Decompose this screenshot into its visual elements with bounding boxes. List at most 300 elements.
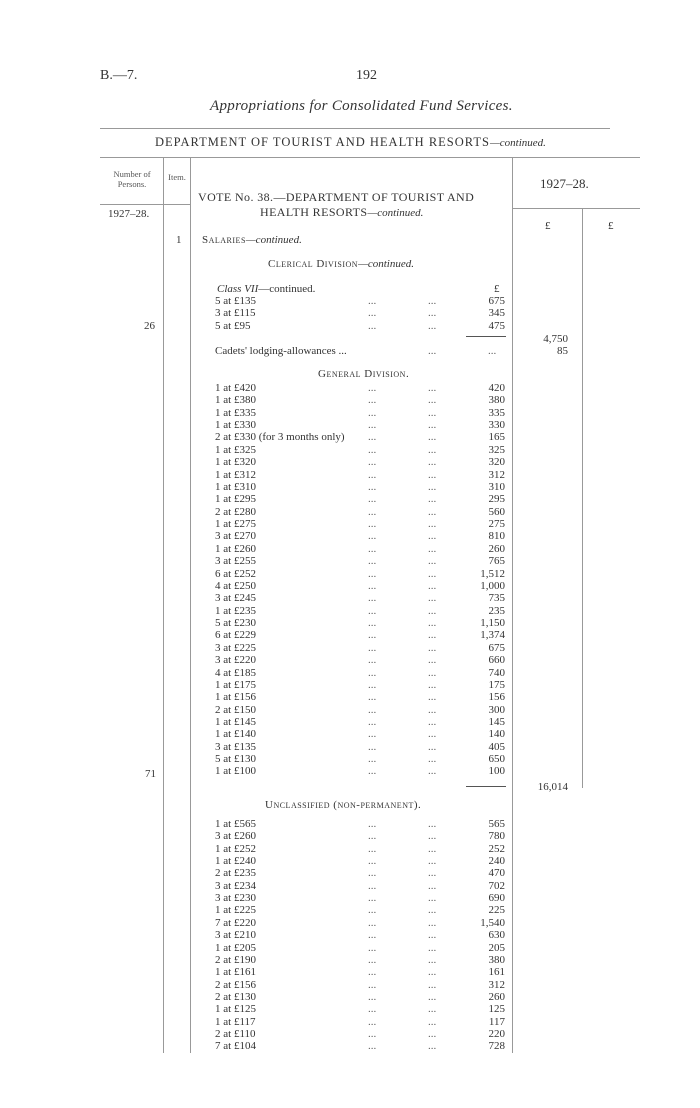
general-row-dots: ... (368, 579, 377, 592)
general-row (215, 592, 510, 604)
unclassified-row-dots: ... (368, 892, 377, 905)
unclassified-row-dots: ... (368, 916, 377, 929)
clerical-row-label: 5 at £135 (215, 295, 256, 307)
general-row-amount: 165 (488, 431, 505, 444)
unclassified-row-label: 1 at £252 (215, 842, 256, 855)
unclassified-row-dots: ... (368, 1015, 377, 1028)
clerical-row (215, 295, 510, 307)
general-row (215, 654, 510, 666)
unclassified-row-dots: ... (428, 855, 437, 868)
general-row (215, 555, 510, 567)
unclassified-row-dots: ... (428, 904, 437, 917)
general-row-dots: ... (428, 480, 437, 493)
general-row (215, 728, 510, 740)
unclassified-row-dots: ... (428, 879, 437, 892)
clerical-heading-main: Clerical Division (268, 258, 359, 270)
general-row-dots: ... (428, 753, 437, 766)
general-row-dots: ... (428, 579, 437, 592)
cadets-amount: 85 (557, 345, 568, 357)
clerical-row-dots: ... (428, 307, 437, 320)
general-row-amount: 675 (488, 641, 505, 654)
general-row-dots: ... (428, 678, 437, 691)
unclassified-row (215, 830, 510, 842)
general-row-label: 1 at £100 (215, 765, 256, 778)
col-line-totals (582, 208, 583, 788)
general-row-label: 2 at £150 (215, 703, 256, 716)
general-row-dots: ... (368, 456, 377, 469)
unclassified-row-dots: ... (428, 818, 437, 830)
general-row (215, 704, 510, 716)
unclassified-row-dots: ... (428, 978, 437, 991)
general-row-dots: ... (368, 629, 377, 642)
general-row-amount: 650 (488, 753, 505, 766)
general-row-label: 1 at £235 (215, 604, 256, 617)
general-row (215, 506, 510, 518)
general-row-dots: ... (428, 456, 437, 469)
general-row-dots: ... (368, 406, 377, 419)
general-row-dots: ... (368, 443, 377, 456)
general-row-label: 1 at £140 (215, 728, 256, 741)
general-row-dots: ... (368, 382, 377, 394)
unclassified-row (215, 1003, 510, 1015)
unclassified-row (215, 1040, 510, 1052)
unclassified-row (215, 954, 510, 966)
general-row-label: 6 at £229 (215, 629, 256, 642)
clerical-persons: 26 (144, 320, 155, 332)
general-heading: General Division. (318, 368, 410, 380)
general-row-amount: 312 (488, 468, 505, 481)
general-row-label: 2 at £280 (215, 505, 256, 518)
unclassified-row-amount: 225 (488, 904, 505, 917)
general-row (215, 382, 510, 394)
general-row (215, 617, 510, 629)
general-row-dots: ... (428, 641, 437, 654)
general-row-amount: 140 (488, 728, 505, 741)
general-row-dots: ... (428, 555, 437, 568)
department-main: DEPARTMENT OF TOURIST AND HEALTH RESORTS (155, 135, 490, 149)
unclassified-row-label: 7 at £104 (215, 1040, 256, 1053)
unclassified-row-dots: ... (368, 966, 377, 979)
general-row-label: 3 at £135 (215, 740, 256, 753)
general-row-dots: ... (368, 468, 377, 481)
general-row-label: 1 at £275 (215, 518, 256, 531)
general-row-amount: 156 (488, 691, 505, 704)
unclassified-row-dots: ... (368, 830, 377, 843)
general-row (215, 407, 510, 419)
page-title: Appropriations for Consolidated Fund Services. (210, 98, 513, 114)
general-row-amount: 300 (488, 703, 505, 716)
general-row-dots: ... (428, 431, 437, 444)
general-row (215, 530, 510, 542)
unclassified-row (215, 917, 510, 929)
general-row-label: 1 at £145 (215, 715, 256, 728)
general-row-label: 1 at £380 (215, 394, 256, 407)
general-row-dots: ... (368, 518, 377, 531)
clerical-sum-rule (466, 336, 506, 337)
unclassified-row-dots: ... (368, 941, 377, 954)
general-row-amount: 335 (488, 406, 505, 419)
page-ref: B.—7. (100, 68, 138, 83)
unclassified-row-amount: 205 (488, 941, 505, 954)
general-row-dots: ... (428, 629, 437, 642)
general-row-dots: ... (368, 604, 377, 617)
col-line-amounts (512, 158, 513, 1053)
salaries-main: Salaries (202, 234, 246, 246)
general-row-dots: ... (368, 753, 377, 766)
general-row-label: 3 at £270 (215, 530, 256, 543)
general-row-label: 1 at £320 (215, 456, 256, 469)
unclassified-row-dots: ... (428, 1003, 437, 1016)
general-row-amount: 380 (488, 394, 505, 407)
currency-1: £ (545, 220, 551, 232)
clerical-pound: £ (494, 283, 500, 295)
general-sum-rule (466, 786, 506, 787)
clerical-row-dots: ... (428, 319, 437, 332)
unclassified-row-dots: ... (428, 1027, 437, 1040)
general-row (215, 469, 510, 481)
general-row (215, 456, 510, 468)
unclassified-row (215, 880, 510, 892)
unclassified-row-dots: ... (368, 842, 377, 855)
general-row-dots: ... (368, 592, 377, 605)
unclassified-row-dots: ... (428, 966, 437, 979)
unclassified-row-dots: ... (368, 953, 377, 966)
vote-line-1: VOTE No. 38.—DEPARTMENT OF TOURIST AND (198, 190, 475, 204)
unclassified-row-amount: 728 (488, 1040, 505, 1053)
general-row-amount: 310 (488, 480, 505, 493)
clerical-row-dots: ... (428, 295, 437, 307)
unclassified-row-label: 1 at £240 (215, 855, 256, 868)
general-row-dots: ... (368, 765, 377, 778)
unclassified-row-dots: ... (368, 818, 377, 830)
unclassified-row-amount: 312 (488, 978, 505, 991)
unclassified-row (215, 867, 510, 879)
general-row-dots: ... (428, 617, 437, 630)
general-row-label: 4 at £185 (215, 666, 256, 679)
general-row-amount: 1,374 (480, 629, 505, 642)
general-row-amount: 275 (488, 518, 505, 531)
general-row-label: 2 at £330 (for 3 months only) (215, 431, 345, 444)
vote-line-2-cont: —continued. (367, 207, 424, 219)
clerical-row-dots: ... (368, 307, 377, 320)
unclassified-row-dots: ... (428, 830, 437, 843)
general-row-amount: 1,150 (480, 617, 505, 630)
general-row-amount: 325 (488, 443, 505, 456)
general-row-dots: ... (368, 555, 377, 568)
general-row (215, 629, 510, 641)
unclassified-row-label: 1 at £565 (215, 818, 256, 830)
rule-top (100, 128, 610, 129)
unclassified-row-amount: 240 (488, 855, 505, 868)
general-row-amount: 740 (488, 666, 505, 679)
col-line-item (190, 158, 191, 1053)
unclassified-row-label: 2 at £130 (215, 990, 256, 1003)
clerical-row-amount: 475 (488, 319, 505, 332)
general-row-amount: 235 (488, 604, 505, 617)
general-row-dots: ... (428, 443, 437, 456)
unclassified-row (215, 855, 510, 867)
general-row-dots: ... (368, 666, 377, 679)
general-row-dots: ... (368, 678, 377, 691)
general-row-dots: ... (428, 493, 437, 506)
general-row (215, 679, 510, 691)
clerical-row-amount: 675 (488, 295, 505, 307)
general-row-amount: 145 (488, 715, 505, 728)
general-row-label: 1 at £312 (215, 468, 256, 481)
unclassified-row-label: 1 at £125 (215, 1003, 256, 1016)
general-row-label: 4 at £250 (215, 579, 256, 592)
general-row-dots: ... (368, 728, 377, 741)
rule-table-top (100, 157, 640, 158)
general-row-dots: ... (368, 654, 377, 667)
general-row-dots: ... (368, 542, 377, 555)
general-row-amount: 810 (488, 530, 505, 543)
general-row-dots: ... (368, 480, 377, 493)
unclassified-row-dots: ... (368, 1040, 377, 1053)
general-row (215, 691, 510, 703)
salaries-heading (202, 234, 302, 246)
unclassified-row (215, 942, 510, 954)
general-row-dots: ... (428, 530, 437, 543)
general-row (215, 605, 510, 617)
unclassified-row (215, 904, 510, 916)
cadets-label: Cadets' lodging-allowances ... (215, 345, 347, 357)
general-row (215, 394, 510, 406)
unclassified-row-dots: ... (368, 929, 377, 942)
unclassified-row (215, 1016, 510, 1028)
clerical-row (215, 307, 510, 319)
general-row-label: 1 at £156 (215, 691, 256, 704)
unclassified-row-amount: 470 (488, 867, 505, 880)
unclassified-row-amount: 702 (488, 879, 505, 892)
unclassified-row (215, 991, 510, 1003)
clerical-subtotal: 4,750 (543, 333, 568, 345)
general-row-label: 5 at £230 (215, 617, 256, 630)
header-item: Item. (168, 172, 186, 182)
general-persons: 71 (145, 768, 156, 780)
general-row-label: 1 at £420 (215, 382, 256, 394)
unclassified-row-dots: ... (368, 855, 377, 868)
unclassified-row-label: 2 at £190 (215, 953, 256, 966)
unclassified-row-dots: ... (368, 904, 377, 917)
clerical-row-dots: ... (368, 295, 377, 307)
general-row (215, 419, 510, 431)
general-row-dots: ... (428, 654, 437, 667)
unclassified-row-dots: ... (428, 1015, 437, 1028)
clerical-row (215, 320, 510, 332)
general-row-dots: ... (428, 394, 437, 407)
general-row-dots: ... (368, 394, 377, 407)
unclassified-row-amount: 565 (488, 818, 505, 830)
general-row-amount: 1,512 (480, 567, 505, 580)
unclassified-row (215, 966, 510, 978)
general-row-dots: ... (428, 740, 437, 753)
unclassified-row-label: 3 at £260 (215, 830, 256, 843)
general-row-dots: ... (368, 567, 377, 580)
clerical-row-label: 5 at £95 (215, 319, 251, 332)
general-row-amount: 660 (488, 654, 505, 667)
unclassified-heading: Unclassified (non-permanent). (265, 799, 422, 811)
general-row-dots: ... (428, 382, 437, 394)
general-row-dots: ... (368, 530, 377, 543)
general-row-amount: 175 (488, 678, 505, 691)
general-row (215, 753, 510, 765)
clerical-heading (268, 258, 414, 270)
general-row-dots: ... (368, 740, 377, 753)
general-row (215, 481, 510, 493)
unclassified-row-amount: 220 (488, 1027, 505, 1040)
unclassified-row-amount: 252 (488, 842, 505, 855)
unclassified-row-label: 1 at £225 (215, 904, 256, 917)
unclassified-row-amount: 161 (488, 966, 505, 979)
general-row (215, 716, 510, 728)
year-left: 1927–28. (108, 208, 150, 220)
unclassified-row-amount: 380 (488, 953, 505, 966)
rule-year (512, 208, 640, 209)
class-vii-cont: —continued. (258, 283, 316, 295)
general-row-label: 1 at £310 (215, 480, 256, 493)
general-row (215, 543, 510, 555)
unclassified-row-amount: 117 (488, 1015, 505, 1028)
general-row-label: 1 at £335 (215, 406, 256, 419)
general-row (215, 765, 510, 777)
general-row-label: 6 at £252 (215, 567, 256, 580)
unclassified-row-dots: ... (368, 867, 377, 880)
unclassified-row (215, 929, 510, 941)
general-row (215, 741, 510, 753)
unclassified-row-label: 3 at £234 (215, 879, 256, 892)
general-row-dots: ... (428, 406, 437, 419)
unclassified-row-label: 1 at £205 (215, 941, 256, 954)
unclassified-row-dots: ... (368, 1027, 377, 1040)
page-number: 192 (356, 68, 377, 83)
general-row (215, 580, 510, 592)
vote-line-2 (260, 205, 423, 220)
class-vii-heading (217, 283, 315, 295)
rule-head-left (100, 204, 190, 205)
unclassified-row-amount: 630 (488, 929, 505, 942)
general-row-dots: ... (368, 617, 377, 630)
unclassified-row-label: 2 at £156 (215, 978, 256, 991)
general-row-dots: ... (428, 765, 437, 778)
unclassified-row-label: 3 at £230 (215, 892, 256, 905)
unclassified-row-dots: ... (428, 929, 437, 942)
general-row-amount: 260 (488, 542, 505, 555)
cadets-dots: ... (428, 345, 437, 357)
vote-line-2-main: HEALTH RESORTS (260, 205, 368, 219)
unclassified-row (215, 843, 510, 855)
header-year: 1927–28. (540, 176, 589, 191)
general-row-dots: ... (428, 518, 437, 531)
unclassified-row-dots: ... (428, 1040, 437, 1053)
general-row-label: 1 at £295 (215, 493, 256, 506)
general-row (215, 518, 510, 530)
clerical-row-label: 3 at £115 (215, 307, 256, 320)
unclassified-row-dots: ... (368, 879, 377, 892)
general-row-amount: 420 (488, 382, 505, 394)
general-row-dots: ... (428, 691, 437, 704)
unclassified-row-amount: 260 (488, 990, 505, 1003)
general-row-label: 1 at £260 (215, 542, 256, 555)
unclassified-row-amount: 1,540 (480, 916, 505, 929)
general-subtotal: 16,014 (537, 781, 568, 793)
unclassified-row-dots: ... (428, 867, 437, 880)
unclassified-row-amount: 690 (488, 892, 505, 905)
unclassified-row-dots: ... (428, 941, 437, 954)
unclassified-row-dots: ... (428, 842, 437, 855)
general-row-label: 3 at £255 (215, 555, 256, 568)
unclassified-row (215, 892, 510, 904)
currency-2: £ (608, 220, 614, 232)
unclassified-row-dots: ... (428, 892, 437, 905)
general-row-label: 1 at £325 (215, 443, 256, 456)
unclassified-row-dots: ... (368, 990, 377, 1003)
general-row (215, 642, 510, 654)
unclassified-row-amount: 125 (488, 1003, 505, 1016)
general-row-dots: ... (368, 431, 377, 444)
general-row-dots: ... (368, 715, 377, 728)
general-row-dots: ... (368, 641, 377, 654)
unclassified-row-label: 2 at £235 (215, 867, 256, 880)
general-row-label: 5 at £130 (215, 753, 256, 766)
general-row-dots: ... (428, 542, 437, 555)
general-row-dots: ... (368, 493, 377, 506)
unclassified-row-dots: ... (368, 1003, 377, 1016)
general-row-dots: ... (428, 666, 437, 679)
cadets-dots-2: ... (488, 345, 497, 357)
clerical-row-amount: 345 (488, 307, 505, 320)
general-row (215, 444, 510, 456)
department-heading (155, 135, 546, 150)
class-vii-main: Class VII (217, 283, 259, 295)
general-row-label: 3 at £220 (215, 654, 256, 667)
general-row-amount: 405 (488, 740, 505, 753)
general-row-dots: ... (368, 703, 377, 716)
general-row-label: 3 at £245 (215, 592, 256, 605)
general-row-amount: 330 (488, 419, 505, 432)
department-cont: —continued. (489, 137, 546, 149)
general-row-dots: ... (368, 691, 377, 704)
general-row-amount: 320 (488, 456, 505, 469)
general-row-label: 3 at £225 (215, 641, 256, 654)
unclassified-row (215, 1028, 510, 1040)
unclassified-row (215, 979, 510, 991)
general-row (215, 568, 510, 580)
unclassified-row-label: 7 at £220 (215, 916, 256, 929)
unclassified-row (215, 818, 510, 830)
general-row-dots: ... (428, 419, 437, 432)
general-row-dots: ... (428, 703, 437, 716)
general-row-dots: ... (428, 715, 437, 728)
general-row-dots: ... (428, 604, 437, 617)
general-row-dots: ... (428, 505, 437, 518)
header-number-of-persons: Number of Persons. (113, 169, 151, 189)
general-row-dots: ... (368, 505, 377, 518)
general-row-amount: 295 (488, 493, 505, 506)
general-row-dots: ... (368, 419, 377, 432)
col-line-persons (163, 158, 164, 1053)
general-row-amount: 1,000 (480, 579, 505, 592)
clerical-row-dots: ... (368, 319, 377, 332)
general-row-label: 1 at £175 (215, 678, 256, 691)
unclassified-row-dots: ... (428, 990, 437, 1003)
item-number: 1 (176, 234, 182, 246)
unclassified-row-amount: 780 (488, 830, 505, 843)
general-row-dots: ... (428, 468, 437, 481)
general-row (215, 493, 510, 505)
general-row-amount: 100 (488, 765, 505, 778)
general-row-dots: ... (428, 567, 437, 580)
